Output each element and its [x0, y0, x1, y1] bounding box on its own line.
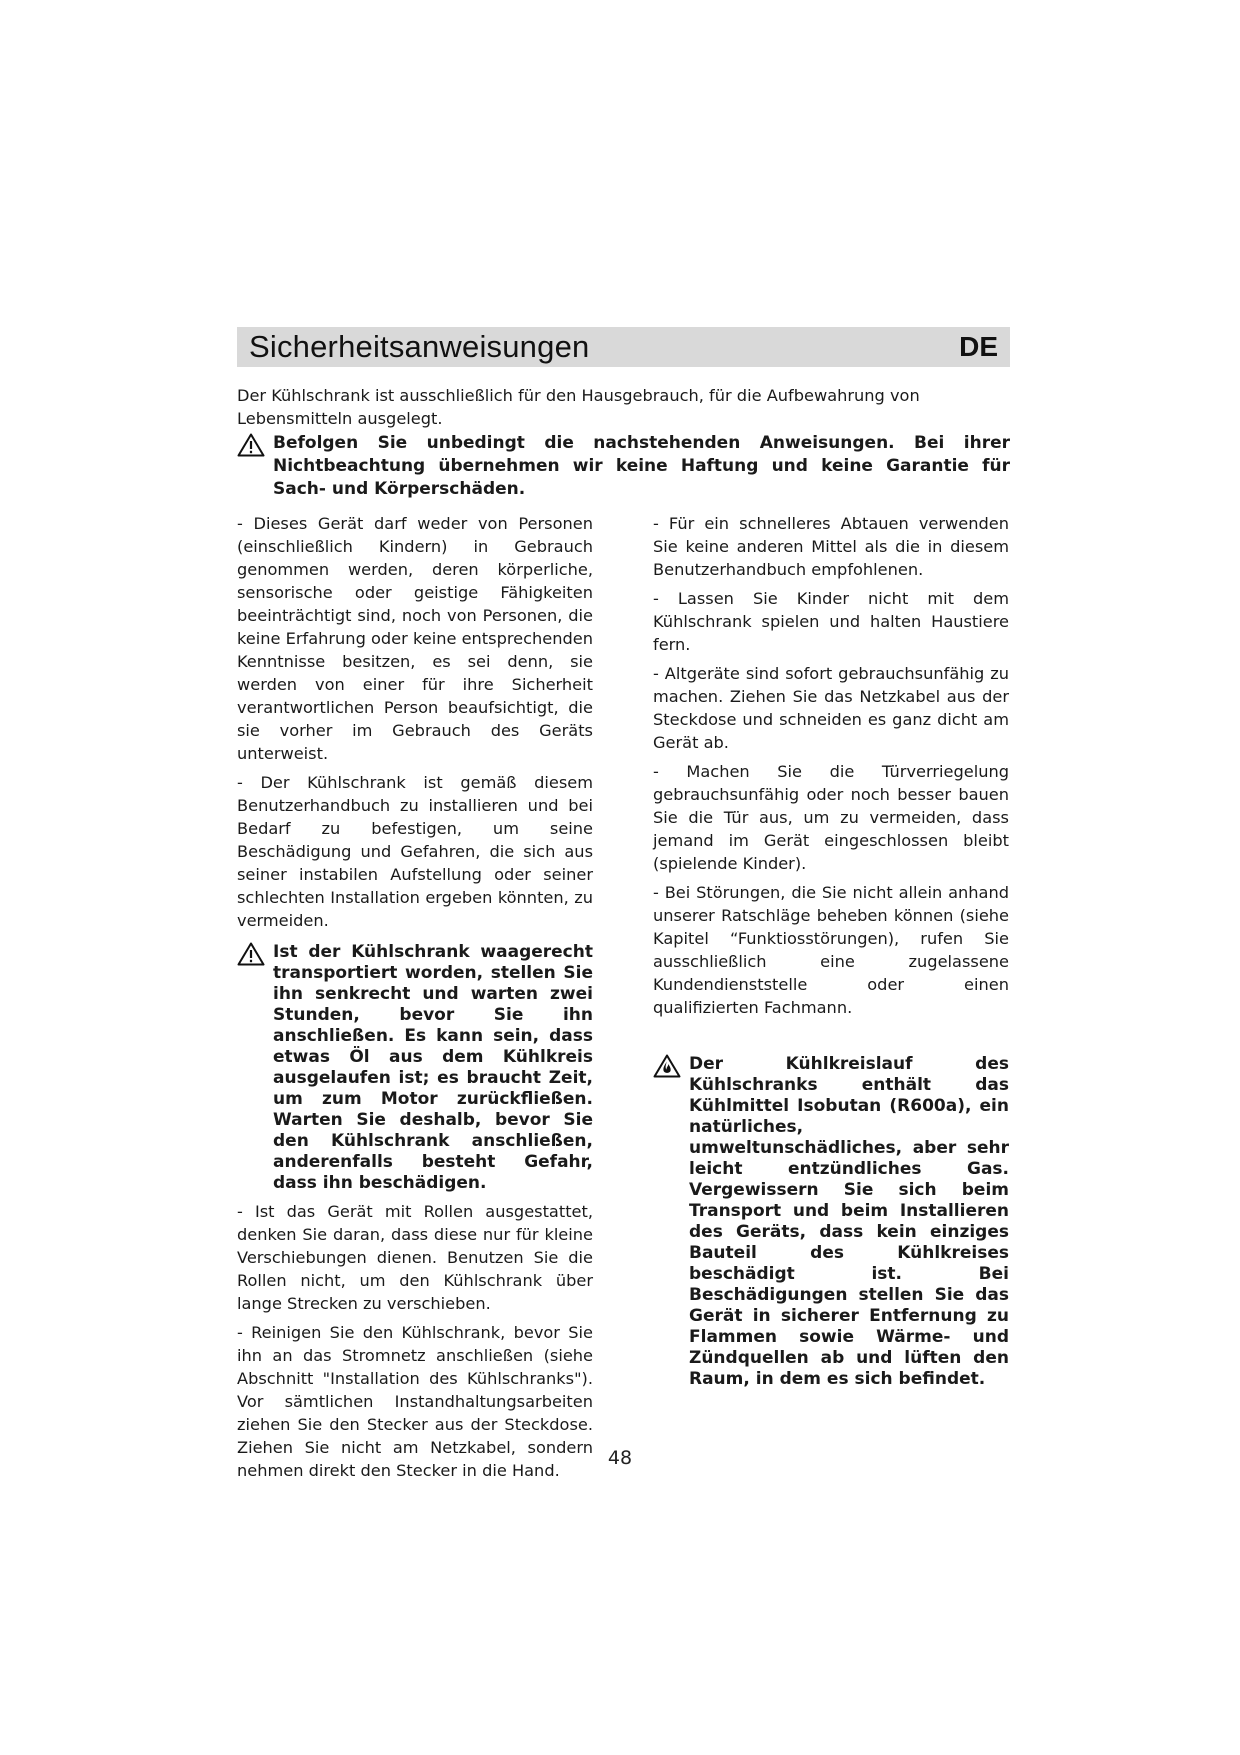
paragraph: - Ist das Gerät mit Rollen ausgestattet, denken Sie daran, dass diese nur für kleine Verschiebungen dienen. Benutzen Sie die Rollen nicht, um den Kühlschrank über lange Strecken zu verschieben.: [237, 1202, 593, 1313]
warning-triangle-icon: [237, 942, 265, 966]
section-header: [237, 327, 1010, 367]
paragraph: - Machen Sie die Türverriegelung gebrauchsunfähig oder noch besser bauen Sie die Tür aus, um zu vermeiden, dass jemand im Gerät eingeschlossen bleibt (spielende Kinder).: [653, 762, 1009, 873]
transport-warning-text: Ist der Kühlschrank waagerecht transportiert worden, stellen Sie ihn senkrecht und warten zwei Stunden, bevor Sie ihn anschließen. Es kann sein, dass etwas Öl aus dem Kühlkreis ausgelaufen ist; es braucht Zeit, um zum Motor zurückfließen. Warten Sie deshalb, bevor Sie den Kühlschrank anschließen, anderenfalls besteht Gefahr, dass ihn beschädigen.: [273, 942, 593, 1193]
paragraph: - Dieses Gerät darf weder von Personen (einschließlich Kindern) in Gebrauch genommen werden, deren körperliche, sensorische oder geistige Fähigkeiten beeinträchtigt sind, noch von Personen, die keine Erfahrung oder keine entsprechenden Kenntnisse besitzen, es sei denn, sie werden von einer für ihre Sicherheit verantwortlichen Person beaufsichtigt, die sie vorher im Gebrauch des Geräts unterweist.: [237, 514, 593, 763]
refrigerant-warning: [653, 1054, 1009, 1390]
left-column: [237, 512, 593, 1488]
main-warning: [237, 432, 1010, 501]
paragraph: - Der Kühlschrank ist gemäß diesem Benutzerhandbuch zu installieren und bei Bedarf zu befestigen, um seine Beschädigung und Gefahren, die sich aus seiner instabilen Aufstellung oder seiner schlechten Installation ergeben könnten, zu vermeiden.: [237, 773, 593, 930]
intro-text: Der Kühlschrank ist ausschließlich für den Hausgebrauch, für die Aufbewahrung von Lebensmitteln ausgelegt.: [237, 386, 920, 428]
section-title: Sicherheitsanweisungen: [249, 329, 590, 364]
flammable-warning-icon: [653, 1054, 681, 1078]
main-warning-text: Befolgen Sie unbedingt die nachstehenden Anweisungen. Bei ihrer Nichtbeachtung übernehmen wir keine Haftung und keine Garantie für Sach- und Körperschäden.: [273, 433, 1010, 499]
paragraph: - Altgeräte sind sofort gebrauchsunfähig zu machen. Ziehen Sie das Netzkabel aus der Steckdose und schneiden es ganz dicht am Gerät ab.: [653, 664, 1009, 752]
paragraph: - Für ein schnelleres Abtauen verwenden Sie keine anderen Mittel als die in diesem Benutzerhandbuch empfohlenen.: [653, 514, 1009, 579]
language-code: DE: [959, 331, 998, 362]
right-column: [653, 512, 1009, 1390]
warning-triangle-icon: [237, 433, 265, 457]
refrigerant-warning-text: Der Kühlkreislauf des Kühlschranks enthält das Kühlmittel Isobutan (R600a), ein natürliches, umweltunschädliches, aber sehr leicht entzündliches Gas. Vergewissern Sie sich beim Transport und beim Installieren des Geräts, dass kein einziges Bauteil des Kühlkreises beschädigt ist. Bei Beschädigungen stellen Sie das Gerät in sicherer Entfernung zu Flammen sowie Wärme- und Zündquellen ab und lüften den Raum, in dem es sich befindet.: [689, 1054, 1009, 1389]
transport-warning: [237, 942, 593, 1194]
paragraph: - Reinigen Sie den Kühlschrank, bevor Sie ihn an das Stromnetz anschließen (siehe Abschnitt "Installation des Kühlschranks"). Vor sämtlichen Instandhaltungsarbeiten ziehen Sie den Stecker aus der Steckdose. Ziehen Sie nicht am Netzkabel, sondern nehmen direkt den Stecker in die Hand.: [237, 1323, 593, 1480]
paragraph: - Lassen Sie Kinder nicht mit dem Kühlschrank spielen und halten Haustiere fern.: [653, 589, 1009, 654]
paragraph: - Bei Störungen, die Sie nicht allein anhand unserer Ratschläge beheben können (siehe Kapitel “Funktiosstörungen), rufen Sie ausschließlich eine zugelassene Kundendienststelle oder einen qualifizierten Fachmann.: [653, 883, 1009, 1017]
page-number: 48: [607, 1447, 633, 1469]
